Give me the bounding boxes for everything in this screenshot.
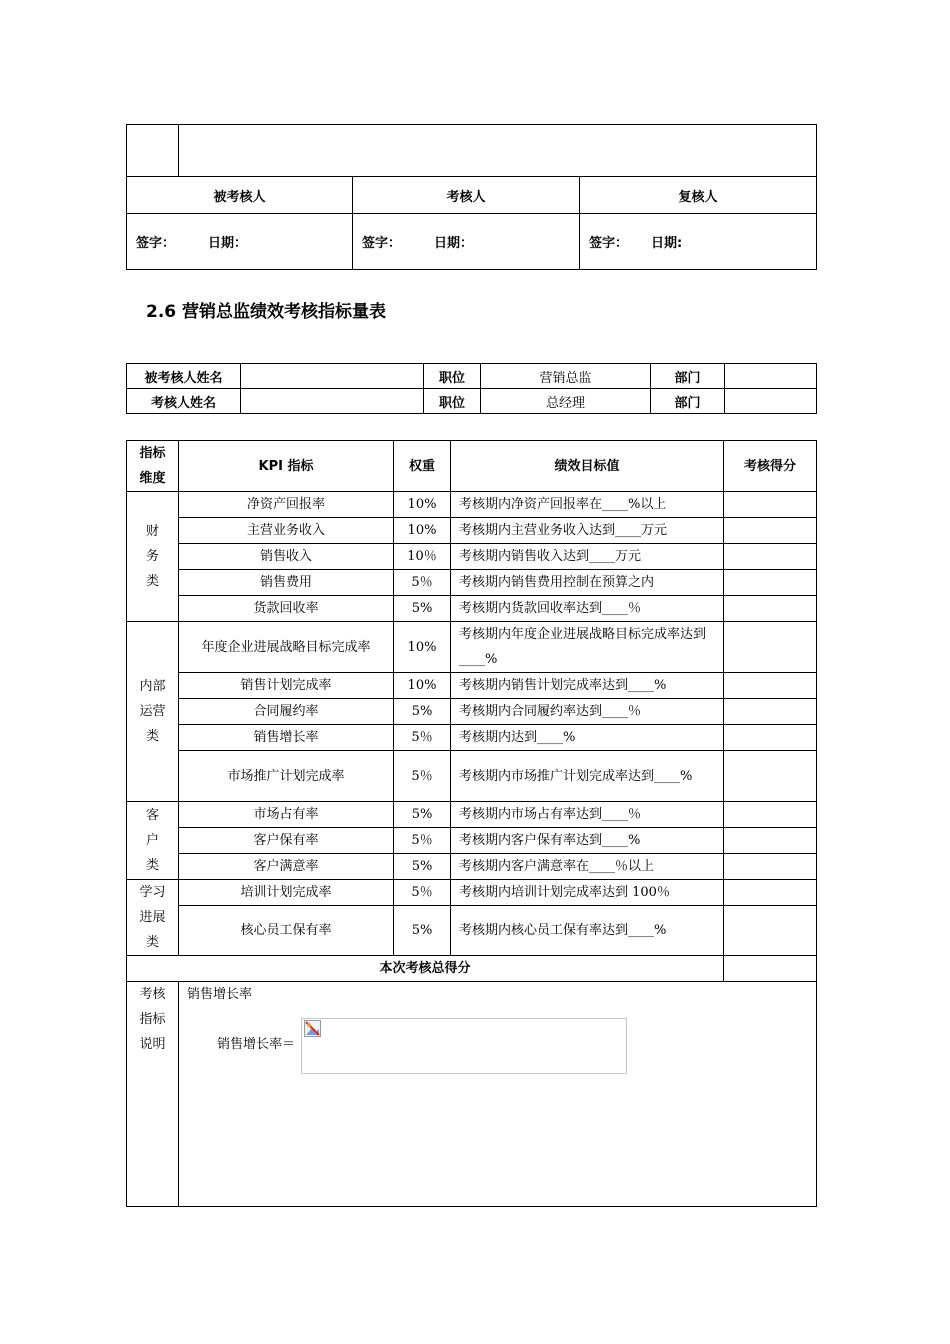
kpi-name: 培训计划完成率 bbox=[179, 880, 394, 906]
total-score-value[interactable] bbox=[724, 956, 817, 982]
kpi-score[interactable] bbox=[724, 906, 817, 956]
blank-wide-cell bbox=[179, 125, 817, 177]
kpi-name: 客户保有率 bbox=[179, 828, 394, 854]
info-table bbox=[126, 363, 817, 414]
kpi-weight: 5% bbox=[394, 802, 451, 828]
kpi-name: 销售收入 bbox=[179, 544, 394, 570]
dimension-customer: 客户类 bbox=[127, 802, 179, 880]
kpi-table bbox=[126, 440, 817, 1207]
kpi-target: 考核期内合同履约率达到____％ bbox=[451, 699, 724, 725]
position-value[interactable]: 营销总监 bbox=[481, 364, 651, 389]
reviewer-name-label: 考核人姓名 bbox=[127, 389, 241, 414]
target-header: 绩效目标值 bbox=[451, 441, 724, 492]
kpi-score[interactable] bbox=[724, 751, 817, 802]
kpi-score[interactable] bbox=[724, 518, 817, 544]
kpi-header: KPI 指标 bbox=[179, 441, 394, 492]
kpi-weight: 10％ bbox=[394, 544, 451, 570]
kpi-weight: 10% bbox=[394, 622, 451, 673]
reviewee-header: 被考核人 bbox=[127, 177, 353, 214]
rechecker-header: 复核人 bbox=[580, 177, 817, 214]
kpi-weight: 5% bbox=[394, 596, 451, 622]
kpi-score[interactable] bbox=[724, 492, 817, 518]
department-value[interactable] bbox=[725, 389, 817, 414]
reviewer-name-value[interactable] bbox=[241, 389, 424, 414]
kpi-weight: 10% bbox=[394, 518, 451, 544]
blank-cell bbox=[127, 125, 179, 177]
kpi-name: 净资产回报率 bbox=[179, 492, 394, 518]
signature-table bbox=[126, 124, 817, 270]
kpi-target: 考核期内销售收入达到____万元 bbox=[451, 544, 724, 570]
reviewer-header: 考核人 bbox=[353, 177, 580, 214]
kpi-score[interactable] bbox=[724, 596, 817, 622]
kpi-name: 年度企业进展战略目标完成率 bbox=[179, 622, 394, 673]
kpi-name: 销售费用 bbox=[179, 570, 394, 596]
kpi-target: 考核期内核心员工保有率达到____% bbox=[451, 906, 724, 956]
kpi-target: 考核期内销售计划完成率达到____% bbox=[451, 673, 724, 699]
kpi-score[interactable] bbox=[724, 673, 817, 699]
kpi-score[interactable] bbox=[724, 699, 817, 725]
reviewee-name-label: 被考核人姓名 bbox=[127, 364, 241, 389]
kpi-score[interactable] bbox=[724, 570, 817, 596]
kpi-name: 销售计划完成率 bbox=[179, 673, 394, 699]
kpi-target: 考核期内净资产回报率在____%以上 bbox=[451, 492, 724, 518]
kpi-weight: 5% bbox=[394, 906, 451, 956]
kpi-weight: 5％ bbox=[394, 751, 451, 802]
formula-image-frame bbox=[301, 1018, 627, 1074]
explain-title: 销售增长率 bbox=[187, 987, 253, 1002]
kpi-name: 市场占有率 bbox=[179, 802, 394, 828]
explain-label: 考核指标说明 bbox=[127, 982, 179, 1207]
date-label: 日期: bbox=[651, 236, 683, 251]
kpi-target: 考核期内市场占有率达到____％ bbox=[451, 802, 724, 828]
dimension-operations: 内部运营类 bbox=[127, 622, 179, 802]
position-value[interactable]: 总经理 bbox=[481, 389, 651, 414]
kpi-weight: 5% bbox=[394, 699, 451, 725]
kpi-target: 考核期内客户满意率在____％以上 bbox=[451, 854, 724, 880]
total-score-label: 本次考核总得分 bbox=[127, 956, 724, 982]
score-header: 考核得分 bbox=[724, 441, 817, 492]
kpi-target: 考核期内客户保有率达到____% bbox=[451, 828, 724, 854]
kpi-score[interactable] bbox=[724, 854, 817, 880]
kpi-score[interactable] bbox=[724, 880, 817, 906]
weight-header: 权重 bbox=[394, 441, 451, 492]
sign-label: 签字： bbox=[362, 236, 402, 251]
kpi-name: 销售增长率 bbox=[179, 725, 394, 751]
kpi-score[interactable] bbox=[724, 544, 817, 570]
department-label: 部门 bbox=[651, 389, 725, 414]
kpi-weight: 5％ bbox=[394, 880, 451, 906]
kpi-name: 核心员工保有率 bbox=[179, 906, 394, 956]
kpi-score[interactable] bbox=[724, 622, 817, 673]
kpi-target: 考核期内达到____% bbox=[451, 725, 724, 751]
dimension-header: 指标维度 bbox=[127, 441, 179, 492]
kpi-name: 客户满意率 bbox=[179, 854, 394, 880]
sign-label: 签字： bbox=[136, 236, 176, 251]
kpi-score[interactable] bbox=[724, 725, 817, 751]
kpi-weight: 5％ bbox=[394, 828, 451, 854]
kpi-name: 市场推广计划完成率 bbox=[179, 751, 394, 802]
kpi-target: 考核期内主营业务收入达到____万元 bbox=[451, 518, 724, 544]
reviewee-name-value[interactable] bbox=[241, 364, 424, 389]
kpi-target: 考核期内年度企业进展战略目标完成率达到____% bbox=[451, 622, 724, 673]
formula-label: 销售增长率＝ bbox=[217, 1037, 296, 1052]
position-label: 职位 bbox=[424, 364, 481, 389]
kpi-target: 考核期内货款回收率达到____％ bbox=[451, 596, 724, 622]
date-label: 日期： bbox=[208, 236, 248, 251]
kpi-weight: 10% bbox=[394, 673, 451, 699]
department-value[interactable] bbox=[725, 364, 817, 389]
kpi-name: 合同履约率 bbox=[179, 699, 394, 725]
kpi-weight: 5% bbox=[394, 854, 451, 880]
dimension-learning: 学习进展类 bbox=[127, 880, 179, 956]
dimension-finance: 财务类 bbox=[127, 492, 179, 622]
position-label: 职位 bbox=[424, 389, 481, 414]
reviewee-sign-cell[interactable] bbox=[127, 214, 353, 270]
kpi-target: 考核期内销售费用控制在预算之内 bbox=[451, 570, 724, 596]
broken-image-icon bbox=[304, 1020, 321, 1037]
rechecker-sign-cell[interactable] bbox=[580, 214, 817, 270]
department-label: 部门 bbox=[651, 364, 725, 389]
date-label: 日期： bbox=[434, 236, 474, 251]
kpi-name: 主营业务收入 bbox=[179, 518, 394, 544]
kpi-name: 货款回收率 bbox=[179, 596, 394, 622]
section-title: 2.6 营销总监绩效考核指标量表 bbox=[146, 302, 387, 322]
kpi-weight: 10% bbox=[394, 492, 451, 518]
kpi-weight: 5％ bbox=[394, 725, 451, 751]
kpi-target: 考核期内培训计划完成率达到 100％ bbox=[451, 880, 724, 906]
sign-label: 签字： bbox=[589, 236, 629, 251]
kpi-score[interactable] bbox=[724, 828, 817, 854]
explain-content bbox=[179, 982, 817, 1207]
kpi-weight: 5％ bbox=[394, 570, 451, 596]
reviewer-sign-cell[interactable] bbox=[353, 214, 580, 270]
kpi-score[interactable] bbox=[724, 802, 817, 828]
kpi-target: 考核期内市场推广计划完成率达到____% bbox=[451, 751, 724, 802]
